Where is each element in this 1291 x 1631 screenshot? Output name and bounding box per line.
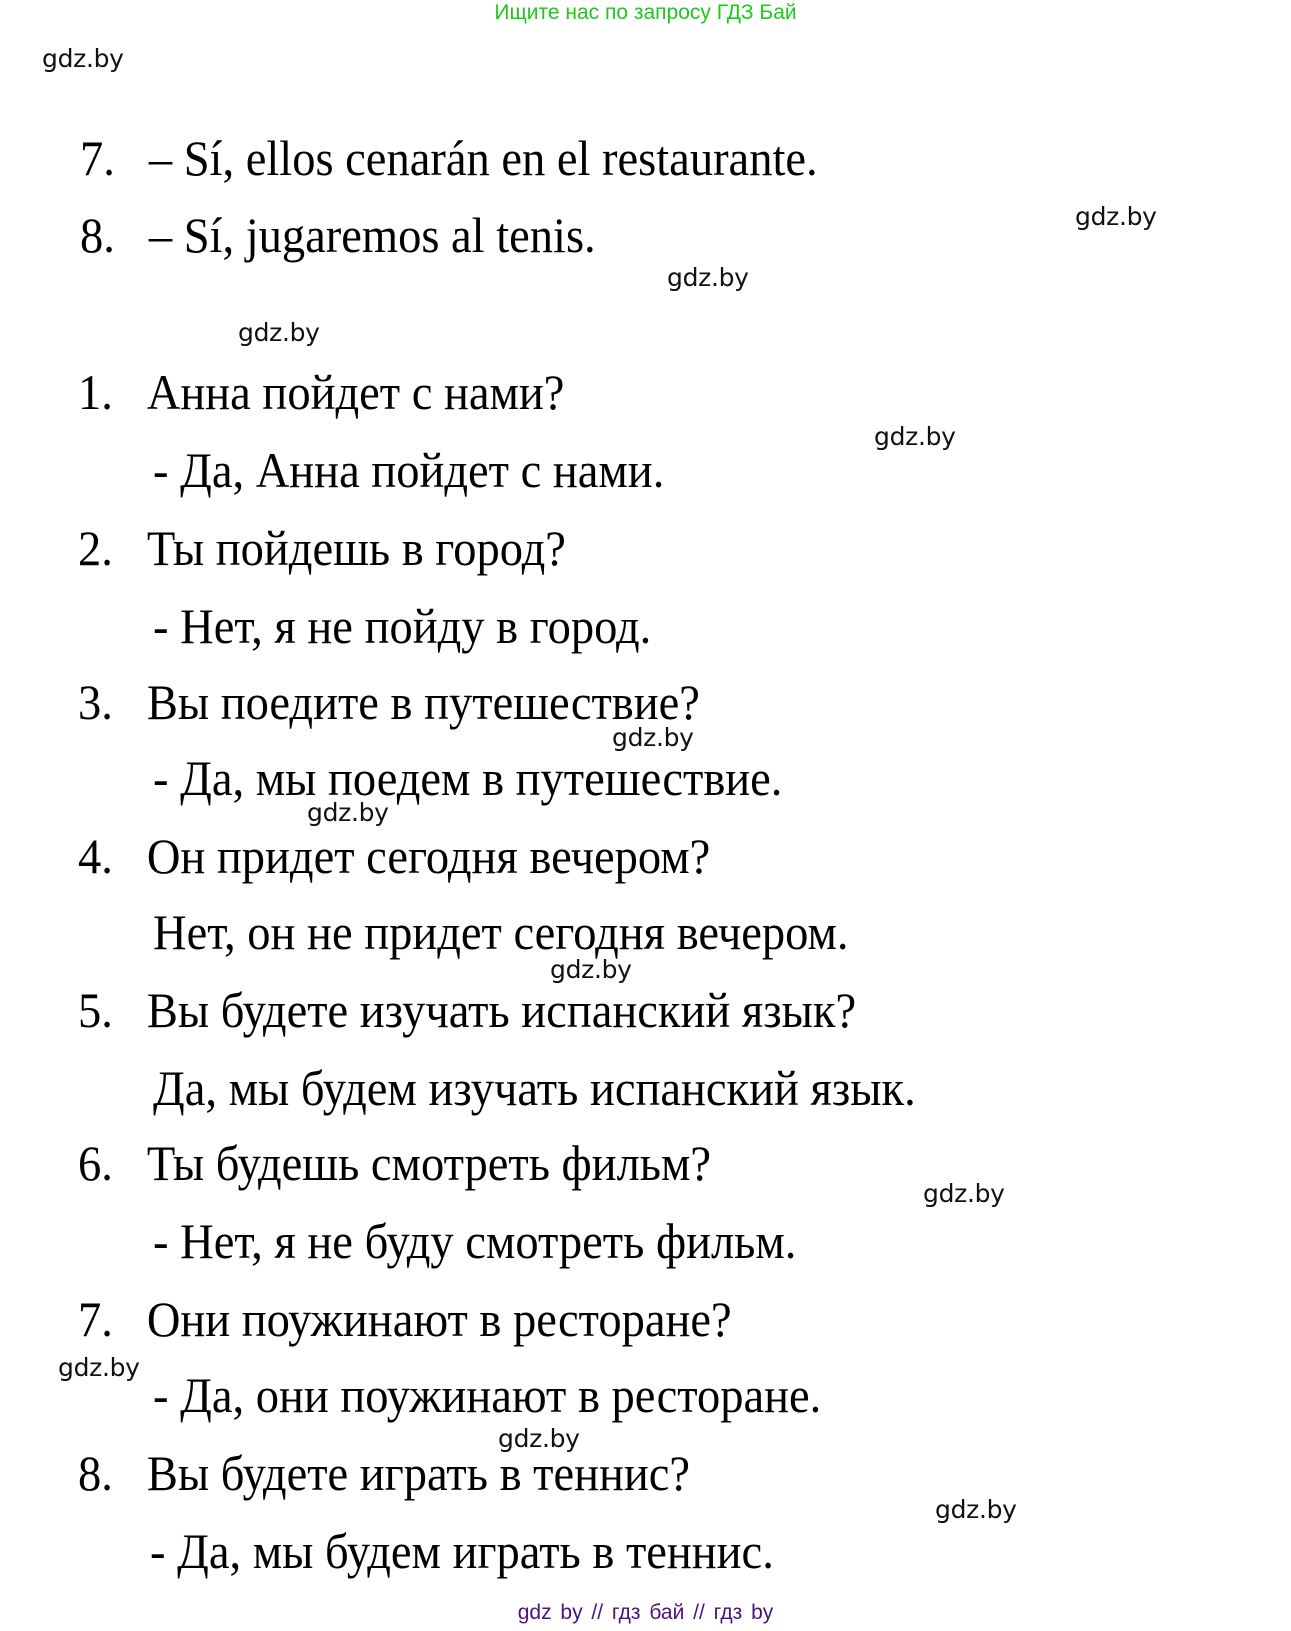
search-hint-banner: Ищите нас по запросу ГДЗ Бай [494, 1, 797, 24]
question-text: Он придет сегодня вечером? [146, 828, 711, 884]
watermark: gdz.by [1075, 202, 1157, 231]
item-number: 4. [78, 828, 113, 884]
item-number: 7. [80, 130, 115, 186]
answer-6: - Нет, я не буду смотреть фильм. [153, 1213, 797, 1269]
question-8 [78, 1443, 690, 1503]
watermark: gdz.by [874, 422, 956, 451]
watermark: gdz.by [923, 1179, 1005, 1208]
question-6 [78, 1133, 711, 1193]
item-number: 3. [78, 674, 113, 730]
watermark: gdz.by [58, 1353, 140, 1382]
watermark: gdz.by [498, 1424, 580, 1453]
item-number: 6. [78, 1135, 113, 1191]
answer-2: - Нет, я не пойду в город. [153, 598, 652, 654]
question-text: Они поужинают в ресторане? [146, 1291, 732, 1347]
watermark: gdz.by [667, 263, 749, 292]
question-text: Анна пойдет с нами? [146, 364, 565, 420]
question-text: Ты будешь смотреть фильм? [146, 1135, 712, 1191]
question-5 [78, 980, 856, 1040]
watermark: gdz.by [550, 955, 632, 984]
question-1 [78, 362, 564, 422]
question-text: Вы будете играть в теннис? [146, 1445, 691, 1501]
item-number: 2. [78, 520, 113, 576]
question-2 [78, 518, 566, 578]
question-text: Вы будете изучать испанский язык? [146, 982, 857, 1038]
answer-3: - Да, мы поедем в путешествие. [153, 750, 783, 806]
question-7 [78, 1289, 732, 1349]
item-number: 7. [78, 1291, 113, 1347]
watermark: gdz.by [238, 318, 320, 347]
spanish-answer-8 [80, 205, 596, 265]
watermark: gdz.by [307, 798, 389, 827]
item-number: 5. [78, 982, 113, 1038]
question-3 [78, 672, 700, 732]
answer-4: Нет, он не придет сегодня вечером. [153, 904, 849, 960]
item-number: 8. [78, 1445, 113, 1501]
question-text: Вы поедите в путешествие? [146, 674, 700, 730]
question-4 [78, 826, 710, 886]
spanish-answer-7 [80, 128, 818, 188]
answer-7: - Да, они поужинают в ресторане. [153, 1367, 822, 1423]
answer-text: – Sí, ellos cenarán en el restaurante. [148, 130, 818, 186]
watermark: gdz.by [42, 44, 124, 73]
watermark: gdz.by [935, 1495, 1017, 1524]
answer-1: - Да, Анна пойдет с нами. [153, 442, 665, 498]
item-number: 1. [78, 364, 113, 420]
answer-8: - Да, мы будем играть в теннис. [150, 1523, 774, 1579]
answer-text: – Sí, jugaremos al tenis. [148, 207, 596, 263]
question-text: Ты пойдешь в город? [146, 520, 566, 576]
item-number: 8. [80, 207, 115, 263]
footer-links: gdz by // гдз бай // гдз by [517, 1601, 774, 1624]
answer-5: Да, мы будем изучать испанский язык. [153, 1060, 916, 1116]
watermark: gdz.by [612, 723, 694, 752]
